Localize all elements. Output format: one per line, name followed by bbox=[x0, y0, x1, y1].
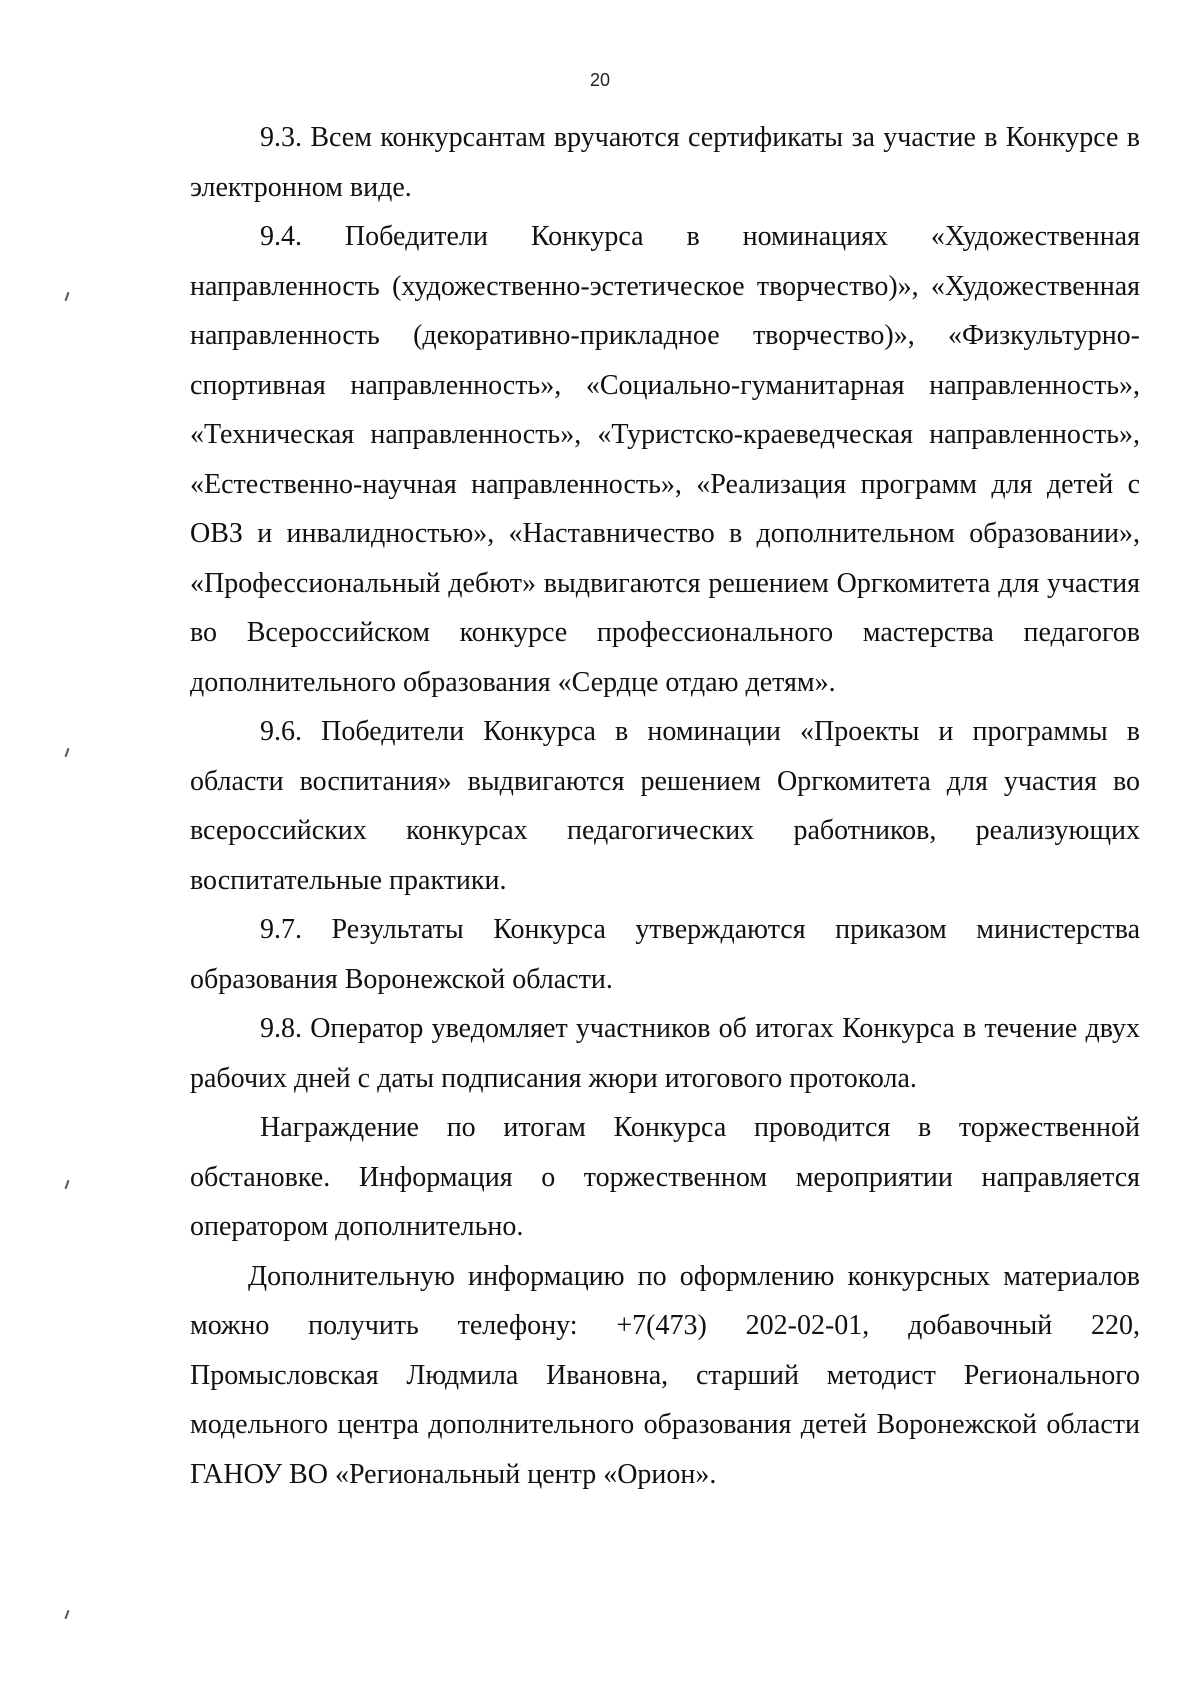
document-body bbox=[190, 113, 1140, 1499]
margin-mark bbox=[65, 1610, 70, 1619]
margin-mark bbox=[65, 1180, 70, 1189]
paragraph-award: Награждение по итогам Конкурса проводится в торжественной обстановке. Информация о торжественном мероприятии направляется оператором дополнительно. bbox=[190, 1112, 1140, 1242]
paragraph-9-7: 9.7. Результаты Конкурса утверждаются приказом министерства образования Воронежской области. bbox=[190, 914, 1140, 995]
paragraph-9-3: 9.3. Всем конкурсантам вручаются сертификаты за участие в Конкурсе в электронном виде. bbox=[190, 122, 1140, 203]
margin-mark bbox=[65, 748, 70, 757]
margin-mark bbox=[65, 292, 70, 301]
paragraph-9-6: 9.6. Победители Конкурса в номинации «Проекты и программы в области воспитания» выдвигаются решением Оргкомитета для участия во всероссийских конкурсах педагогических работников, реализующих воспитательные практики. bbox=[190, 716, 1140, 896]
paragraph-contact-info: Дополнительную информацию по оформлению конкурсных материалов можно получить телефону: +7(473) 202-02-01, добавочный 220, Промысловская Людмила Ивановна, старший методист Регионального модельного центра дополнительного образования детей Воронежской области ГАНОУ ВО «Региональный центр «Орион». bbox=[190, 1260, 1140, 1490]
paragraph-9-8: 9.8. Оператор уведомляет участников об итогах Конкурса в течение двух рабочих дней с даты подписания жюри итогового протокола. bbox=[190, 1013, 1140, 1094]
paragraph-9-4: 9.4. Победители Конкурса в номинациях «Художественная направленность (художественно-эстетическое творчество)», «Художественная направленность (декоративно-прикладное творчество)», «Физкультурно-спортивная направленность», «Социально-гуманитарная направленность», «Техническая направленность», «Туристско-краеведческая направленность», «Естественно-научная направленность», «Реализация программ для детей с ОВЗ и инвалидностью», «Наставничество в дополнительном образовании», «Профессиональный дебют» выдвигаются решением Оргкомитета для участия во Всероссийском конкурсе профессионального мастерства педагогов дополнительного образования «Сердце отдаю детям». bbox=[190, 221, 1140, 698]
page-number: 20 bbox=[589, 70, 611, 90]
